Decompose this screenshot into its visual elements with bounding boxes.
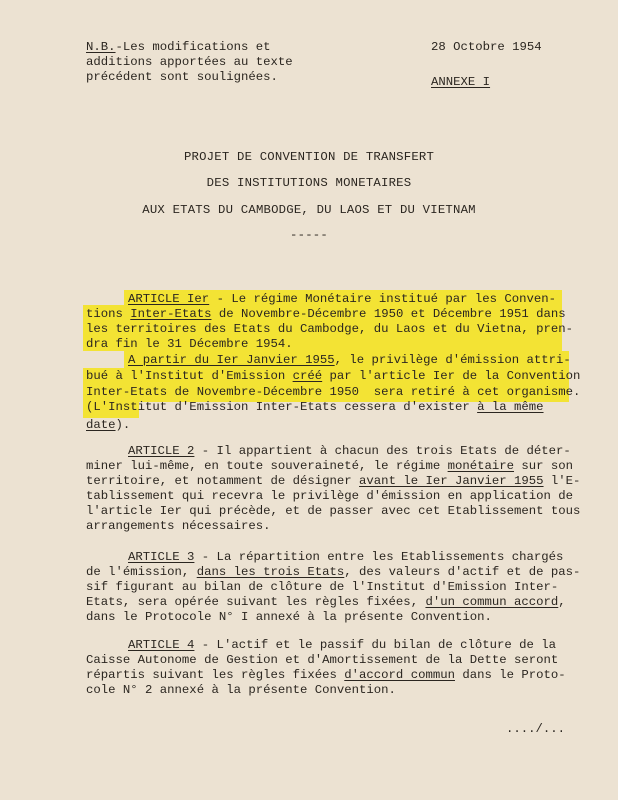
article1-line3: les territoires des Etats du Cambodge, du Laos et du Vietna, pren- [86, 322, 574, 336]
nb-line1: -Les modifications et [115, 40, 271, 54]
article1-p2-line2: bué à l'Institut d'Emission créé par l'article Ier de la Convention [86, 369, 581, 383]
article2-line3: territoire, et notamment de désigner avant le Ier Janvier 1955 l'E- [86, 474, 581, 488]
article4-line3: répartis suivant les règles fixées d'accord commun dans le Proto- [86, 668, 566, 682]
article4-heading: ARTICLE 4 [128, 638, 195, 652]
article1-p2-line4: (L'Institut d'Emission Inter-Etats cessera d'exister à la même [86, 400, 544, 414]
annex-label: ANNEXE I [431, 75, 491, 89]
article2-line5: l'article Ier qui précède, et de passer avec cet Etablissement tous [86, 504, 581, 518]
continuation-mark: ..../... [506, 722, 566, 736]
article4-line4: cole N° 2 annexé à la présente Convention. [86, 683, 396, 697]
article2-line6: arrangements nécessaires. [86, 519, 271, 533]
article1-p2-line1: A partir du Ier Janvier 1955, le privilège d'émission attri- [128, 353, 571, 367]
title-separator: ----- [290, 228, 328, 242]
article1-line4: dra fin le 31 Décembre 1954. [86, 337, 293, 351]
article2-line4: tablissement qui recevra le privilège d'émission en application de [86, 489, 574, 503]
article2-heading: ARTICLE 2 [128, 444, 195, 458]
article1-p2-line5: date). [86, 418, 131, 432]
article1-heading: ARTICLE Ier [128, 292, 210, 306]
article1-p2-line3: Inter-Etats de Novembre-Décembre 1950 sera retiré à cet organisme. [86, 385, 581, 399]
article1-line1: ARTICLE Ier - Le régime Monétaire institué par les Conven- [128, 292, 557, 306]
nb-line3: précédent sont soulignées. [86, 70, 278, 84]
nb-line2: additions apportées au texte [86, 55, 293, 69]
title-line-3: AUX ETATS DU CAMBODGE, DU LAOS ET DU VIETNAM [142, 203, 476, 217]
article3-line4: Etats, sera opérée suivant les règles fixées, d'un commun accord, [86, 595, 566, 609]
article2-line2: miner lui-même, en toute souveraineté, le régime monétaire sur son [86, 459, 574, 473]
article3-heading: ARTICLE 3 [128, 550, 195, 564]
article3-line3: sif figurant au bilan de clôture de l'Institut d'Emission Inter- [86, 580, 559, 594]
nb-note [86, 40, 293, 85]
article4-line2: Caisse Autonome de Gestion et d'Amortissement de la Dette seront [86, 653, 559, 667]
nb-label: N.B. [86, 40, 116, 54]
article3-line5: dans le Protocole N° I annexé à la présente Convention. [86, 610, 492, 624]
title-line-2: DES INSTITUTIONS MONETAIRES [206, 176, 412, 190]
article2-line1: ARTICLE 2 - Il appartient à chacun des trois Etats de déter- [128, 444, 571, 458]
article3-line1: ARTICLE 3 - La répartition entre les Etablissements chargés [128, 550, 564, 564]
title-line-1: PROJET DE CONVENTION DE TRANSFERT [183, 150, 435, 164]
article1-line2: tions Inter-Etats de Novembre-Décembre 1950 et Décembre 1951 dans [86, 307, 566, 321]
article4-line1: ARTICLE 4 - L'actif et le passif du bilan de clôture de la [128, 638, 557, 652]
article3-line2: de l'émission, dans les trois Etats, des valeurs d'actif et de pas- [86, 565, 581, 579]
document-date: 28 Octobre 1954 [431, 40, 542, 54]
